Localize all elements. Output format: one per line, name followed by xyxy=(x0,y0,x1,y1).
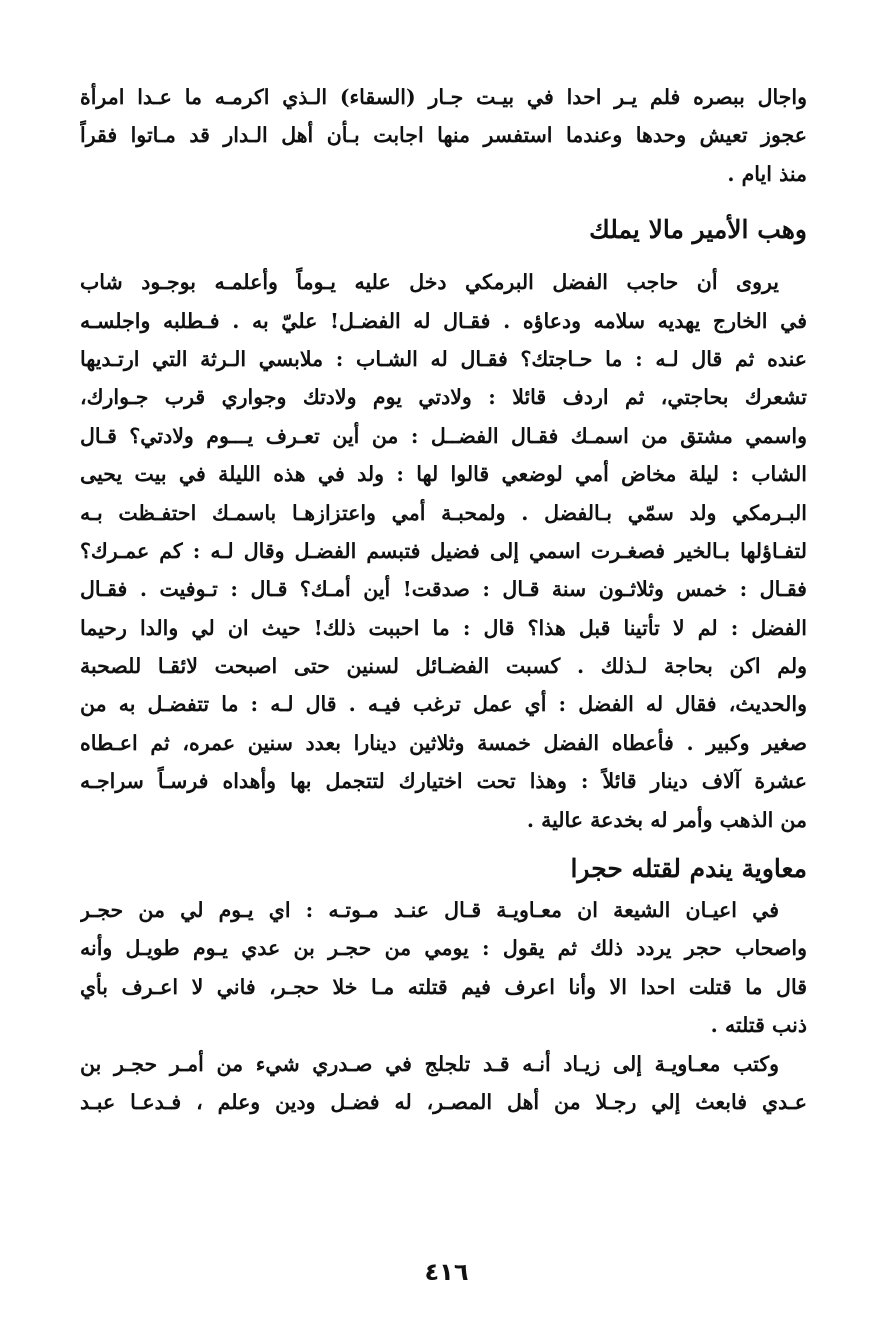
text-line: في الخارج يهديه سلامه ودعاؤه . فقـال له الفضـل! عليّ به . فـطلبه واجلسـه xyxy=(80,308,807,333)
paragraph-gift-story xyxy=(80,263,807,839)
text-line: الفضل : لم لا تأتينا قبل هذا؟ قال : ما احببت ذلك! حيث ان لي والدا رحيما xyxy=(80,615,807,640)
text-line: تشعرك بحاجتي، ثم اردف قائلا : ولادتي يوم ولادتك وجواري قرب جـوارك، xyxy=(80,385,807,410)
paragraph-top xyxy=(80,78,807,193)
text-line: في اعيـان الشيعة ان معـاويـة قـال عنـد مـوتـه : اي يـوم لي من حجـر xyxy=(80,898,779,923)
page-number: ٤١٦ xyxy=(424,1258,469,1286)
text-line: صغير وكبير . فأعطاه الفضل خمسة وثلاثين دينارا بعدد سنين عمره، ثم اعـطاه xyxy=(80,730,807,755)
paragraph-muawiya-regret xyxy=(80,891,807,1045)
book-page xyxy=(80,78,807,1121)
text-line: واسمي مشتق من اسمـك فقـال الفضــل : من أين تعـرف يـــوم ولادتي؟ قـال xyxy=(80,423,807,448)
text-line: والحديث، فقال له الفضل : أي عمل ترغب فيـه . قال لـه : ما تتفضـل به من xyxy=(80,692,807,717)
paragraph-muawiya-letter xyxy=(80,1045,807,1122)
text-line: واجال ببصره فلم يـر احدا في بيـت جـار (السقاء) الـذي اكرمـه ما عـدا امرأة xyxy=(80,85,807,109)
text-line: عجوز تعيش وحدها وعندما استفسر منها اجابت بـأن أهل الـدار قد مـاتوا فقراً xyxy=(80,123,807,148)
text-line: البـرمكي ولد سمّي بـالفضل . ولمحبـة أمي واعتزازهـا باسمـك احتفـظت بـه xyxy=(80,500,807,525)
text-line: ذنب قتلته . xyxy=(710,1013,807,1038)
text-line: فقـال : خمس وثلاثـون سنة قـال : صدقت! أين أمـك؟ قـال : تـوفيت . فقـال xyxy=(80,577,807,602)
section-heading-gift: وهب الأمير مالا يملك xyxy=(589,215,807,245)
text-line: واصحاب حجر يردد ذلك ثم يقول : يومي من حجـر بن عدي يـوم طويـل وأنه xyxy=(80,936,807,961)
text-line: قال ما قتلت احدا الا وأنا اعرف فيم قتلته مـا خلا حجـر، فاني لا اعـرف بأي xyxy=(80,974,807,999)
text-line: منذ ايام . xyxy=(727,161,807,186)
text-line: يروى أن حاجب الفضل البرمكي دخل عليه يـوماً وأعلمـه بوجـود شاب xyxy=(80,270,779,295)
text-line: ولم اكن بحاجة لـذلك . كسبت الفضـائل لسنين حتى اصبحت لائقـا للصحبة xyxy=(80,654,807,679)
text-line: عنده ثم قال لـه : ما حـاجتك؟ فقـال له الشـاب : ملابسي الـرثة التي ارتـديها xyxy=(80,346,807,371)
text-line: لتفـاؤلها بـالخير فصغـرت اسمي إلى فضيل فتبسم الفضـل وقال لـه : كم عمـرك؟ xyxy=(80,538,807,563)
text-line: عشرة آلاف دينار قائلاً : وهذا تحت اختيارك لتتجمل بها وأهداه فرسـاً سراجـه xyxy=(80,769,807,794)
text-line: عـدي فابعث إلي رجـلا من أهل المصـر، له فضـل ودين وعلم ، فـدعـا عبـد xyxy=(80,1089,807,1114)
text-line: وكتب معـاويـة إلى زيـاد أنـه قـد تلجلج في صـدري شيء من أمـر حجـر بن xyxy=(80,1051,779,1076)
text-line: من الذهب وأمر له بخدعة عالية . xyxy=(526,807,807,832)
text-line: الشاب : ليلة مخاض أمي لوضعي قالوا لها : ولد في هذه الليلة في بيت يحيى xyxy=(80,462,807,487)
section-heading-muawiya: معاوية يندم لقتله حجرا xyxy=(570,854,807,884)
